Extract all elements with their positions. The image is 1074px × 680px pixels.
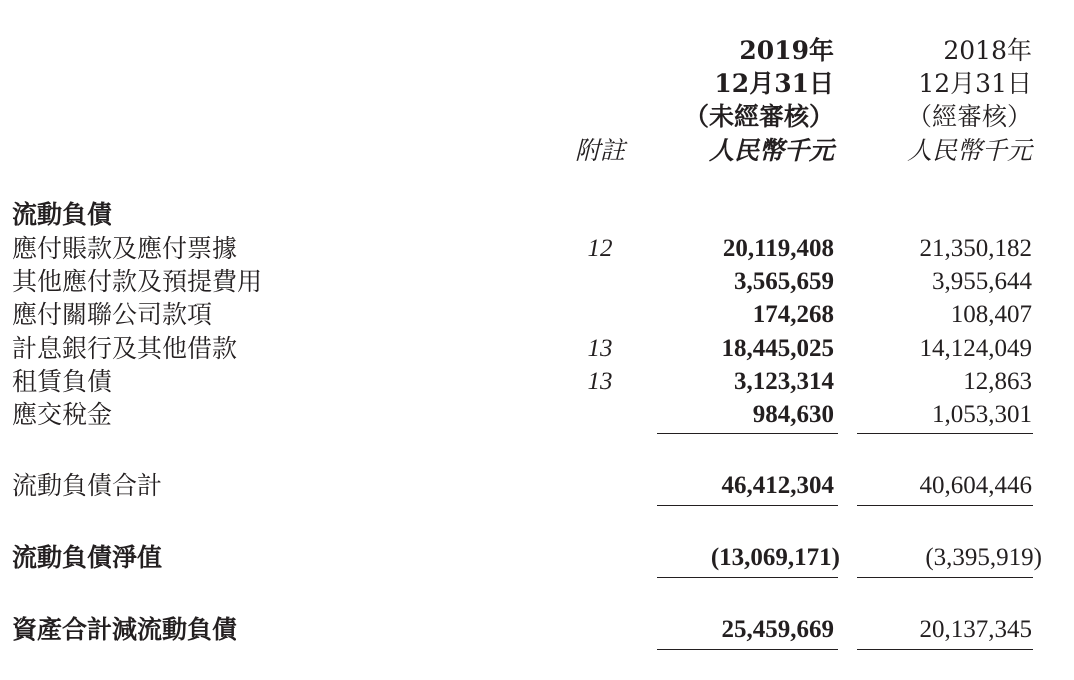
header-2019-currency: 人民幣千元 (708, 136, 834, 165)
header-2018-year: 2018年 (943, 36, 1032, 65)
header-2018-currency: 人民幣千元 (906, 136, 1032, 165)
header-2018-date: 12月31日 (918, 69, 1032, 98)
row-value-2019: 18,445,025 (721, 335, 834, 362)
net-value-2018: (3,395,919) (925, 544, 1042, 571)
row-value-2018: 14,124,049 (919, 335, 1032, 362)
total-rule-2019 (657, 505, 838, 506)
assets-less-value-2018: 20,137,345 (919, 616, 1032, 643)
total-label: 流動負債合計 (12, 471, 163, 500)
row-note: 13 (587, 335, 613, 362)
row-note: 12 (587, 235, 613, 262)
header-2019-date: 12月31日 (714, 69, 834, 98)
row-label: 計息銀行及其他借款 (12, 334, 238, 363)
total-value-2018: 40,604,446 (919, 472, 1032, 499)
row-value-2018: 12,863 (963, 368, 1032, 395)
row-value-2019: 174,268 (752, 301, 834, 328)
row-label: 應付賬款及應付票據 (12, 234, 238, 263)
row-label: 應付關聯公司款項 (12, 300, 213, 329)
row-label: 其他應付款及預提費用 (12, 267, 263, 296)
assets-less-value-2019: 25,459,669 (721, 616, 834, 643)
row-label: 應交稅金 (12, 400, 113, 429)
row-value-2018: 3,955,644 (932, 268, 1032, 295)
row-value-2018: 108,407 (950, 301, 1032, 328)
net-label: 流動負債淨值 (12, 543, 163, 572)
final-rule-2019 (657, 649, 838, 650)
row-value-2019: 3,565,659 (734, 268, 834, 295)
final-rule-2018 (857, 649, 1033, 650)
net-value-2019: (13,069,171) (710, 544, 840, 571)
total-rule-2018 (857, 505, 1033, 506)
header-2019-audit: （未經審核） (683, 102, 834, 131)
net-rule-2019 (657, 577, 838, 578)
net-rule-2018 (857, 577, 1033, 578)
row-value-2018: 1,053,301 (932, 401, 1032, 428)
header-2019-year: 2019年 (739, 36, 834, 65)
row-value-2018: 21,350,182 (919, 235, 1032, 262)
row-value-2019: 3,123,314 (734, 368, 834, 395)
section-title: 流動負債 (12, 200, 113, 229)
row-value-2019: 20,119,408 (722, 235, 834, 262)
row-label: 租賃負債 (12, 367, 113, 396)
header-note: 附註 (574, 136, 625, 165)
total-value-2019: 46,412,304 (721, 472, 834, 499)
header-2018-audit: （經審核） (906, 102, 1032, 131)
assets-less-label: 資產合計減流動負債 (12, 615, 238, 644)
subtotal-rule-2019 (657, 433, 838, 434)
row-value-2019: 984,630 (752, 401, 834, 428)
row-note: 13 (587, 368, 613, 395)
subtotal-rule-2018 (857, 433, 1033, 434)
